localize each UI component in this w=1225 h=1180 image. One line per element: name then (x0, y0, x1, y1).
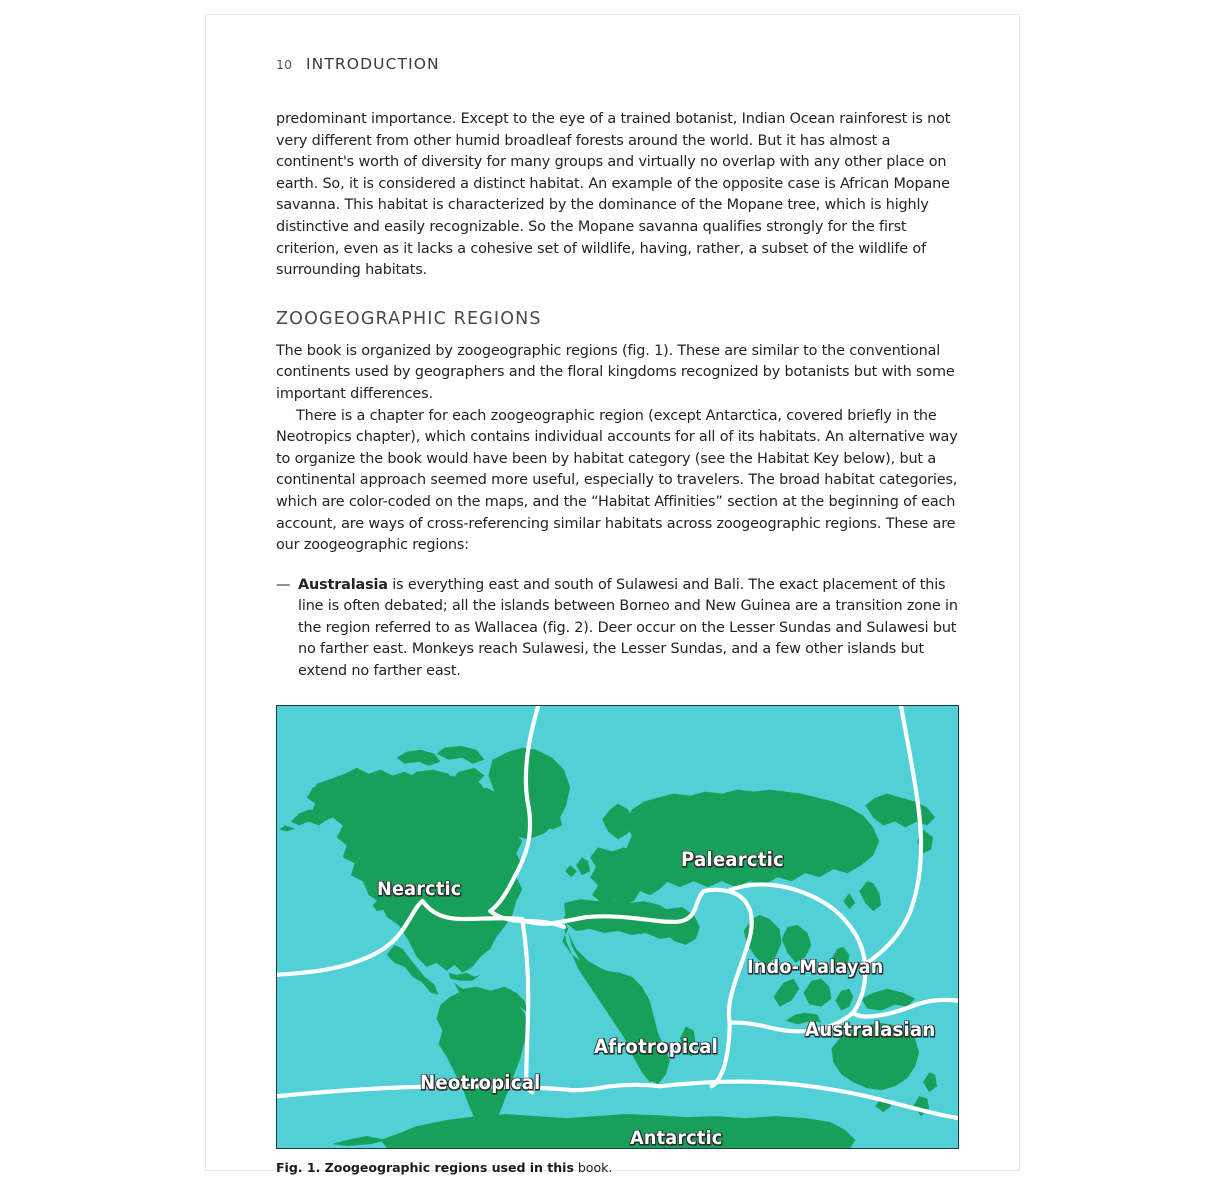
map-label-australasian: Australasian (805, 1017, 936, 1041)
paragraph-predominant-importance: predominant importance. Except to the eye of a trained botanist, Indian Ocean rainforest is not very different from other humid broadleaf forests around the world. But it has almost a continent's worth of diversity for many groups and virtually no overlap with any other place on earth. So, it is considered a distinct habitat. An example of the opposite case is African Mopane savanna. This habitat is characterized by the dominance of the Mopane tree, which is highly distinctive and easily recognizable. So the Mopane savanna qualifies strongly for the first criterion, even as it lacks a cohesive set of wildlife, having, rather, a subset of the wildlife of surrounding habitats. (276, 111, 951, 279)
body-column (276, 109, 960, 1175)
section-heading-zoogeographic-regions: ZOOGEOGRAPHIC REGIONS (276, 308, 542, 329)
map-label-afrotropical: Afrotropical (594, 1034, 719, 1058)
region-term-australasia: Australasia (298, 576, 388, 593)
figure-caption (276, 1160, 960, 1175)
figure-caption-rest: book. (573, 1159, 613, 1175)
page-sheet (205, 14, 1020, 1175)
region-description: is everything east and south of Sulawesi and Bali. The exact placement of this line is often debated; all the islands between Borneo and New Guinea are a transition zone in the region referred to as Wallacea (fig. 2). Deer occur on the Lesser Sundas and Sulawesi but no farther east. Monkeys reach Sulawesi, the Lesser Sundas, and a few other islands but extend no farther east. (298, 576, 958, 680)
list-dash-icon: — (276, 576, 291, 593)
map-label-neotropical: Neotropical (420, 1070, 541, 1094)
map-label-palearctic: Palearctic (681, 847, 784, 871)
page-number: 10 (276, 57, 293, 72)
figure-1 (276, 705, 960, 1175)
map-graphic (277, 706, 958, 1148)
list-item (276, 575, 960, 683)
map-label-antarctic: Antarctic (630, 1126, 723, 1149)
page-content-area (276, 55, 966, 1175)
figure-caption-bold: Fig. 1. Zoogeographic regions used in this (276, 1159, 574, 1175)
map-label-indo-malayan: Indo-Malayan (747, 955, 884, 978)
paragraph-book-organized: The book is organized by zoogeographic regions (fig. 1). These are similar to the conventional continents used by geographers and the floral kingdoms recognized by botanists but with some important differences. (276, 342, 955, 402)
paragraph-spacer (276, 557, 960, 575)
paragraph-chapter-for-each-region: There is a chapter for each zoogeographic region (except Antarctica, covered briefly in the Neotropics chapter), which contains individual accounts for all of its habitats. An alternative way to organize the book would have been by habitat category (see the Habitat Key below), but a continental approach seemed more useful, especially to travelers. The broad habitat categories, which are color-coded on the maps, and the “Habitat Affinities” section at the beginning of each account, are ways of cross-referencing similar habitats across zoogeographic regions. These are our zoogeographic regions: (276, 407, 958, 554)
map-label-nearctic: Nearctic (377, 877, 462, 900)
running-head (276, 55, 966, 79)
zoogeographic-region-list (276, 575, 960, 683)
running-title: INTRODUCTION (306, 55, 440, 73)
world-zoogeographic-map (276, 705, 959, 1149)
